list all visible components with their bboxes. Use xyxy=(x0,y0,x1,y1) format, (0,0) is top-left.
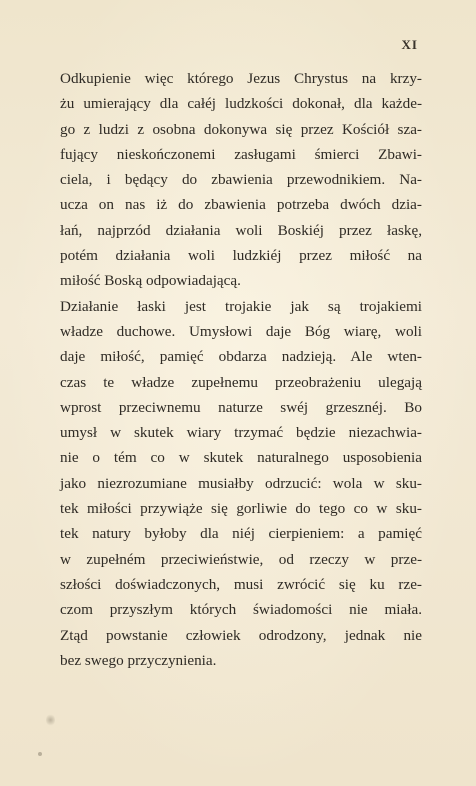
text-line: potém działania woli ludzkiéj przez miłość na xyxy=(60,247,422,265)
text-line: władze duchowe. Umysłowi daje Bóg wiarę, woli xyxy=(60,322,422,340)
text-line: Ztąd powstanie człowiek odrodzony, jednak nie xyxy=(60,626,422,644)
text-line: ucza on nas iż do zbawienia potrzeba dwóch dzia- xyxy=(60,196,422,214)
text-line: Działanie łaski jest trojakie jak są trojakiemi xyxy=(60,297,422,315)
text-line: w zupełném przeciwieństwie, od rzeczy w prze- xyxy=(60,550,422,568)
text-line: łań, najprzód działania woli Boskiéj przez łaskę, xyxy=(60,221,422,239)
text-line: fujący nieskończonemi zasługami śmierci Zbawi- xyxy=(60,145,422,163)
text-line: wprost przeciwnemu naturze swéj grzesznéj. Bo xyxy=(60,398,422,416)
text-line: Odkupienie więc którego Jezus Chrystus na krzy- xyxy=(60,70,422,87)
text-line: ciela, i będący do zbawienia przewodnikiem. Na- xyxy=(60,171,422,189)
paper-speck xyxy=(38,752,42,756)
text-line: czas te władze zupełnemu przeobrażeniu ulegają xyxy=(60,373,422,391)
text-line: czom przyszłym których świadomości nie miała. xyxy=(60,601,422,619)
text-line: umysł w skutek wiary trzymać będzie niezachwia- xyxy=(60,424,422,442)
body-text xyxy=(60,66,422,673)
text-line: jako niezrozumiane musiałby odrzucić: wola w sku- xyxy=(60,474,422,492)
page-number: XI xyxy=(401,37,418,52)
text-line: bez swego przyczynienia. xyxy=(60,651,217,669)
text-line: tek natury byłoby dla niéj cierpieniem: a pamięć xyxy=(60,525,422,543)
text-line: szłości doświadczonych, musi zwrócić się ku rze- xyxy=(60,575,422,593)
text-line: miłość Boską odpowiadającą. xyxy=(60,272,241,290)
text-line: go z ludzi z osobna dokonywa się przez Kościół sza- xyxy=(60,120,422,138)
text-line: daje miłość, pamięć obdarza nadzieją. Ale wten- xyxy=(60,348,422,366)
paper-stain xyxy=(46,714,55,726)
text-line: nie o tém co w skutek naturalnego usposobienia xyxy=(60,449,422,467)
text-line: żu umierający dla całéj ludzkości dokonał, dla każde- xyxy=(60,95,422,113)
text-line: tek miłości przywiąże się gorliwie do tego co w sku- xyxy=(60,500,422,518)
